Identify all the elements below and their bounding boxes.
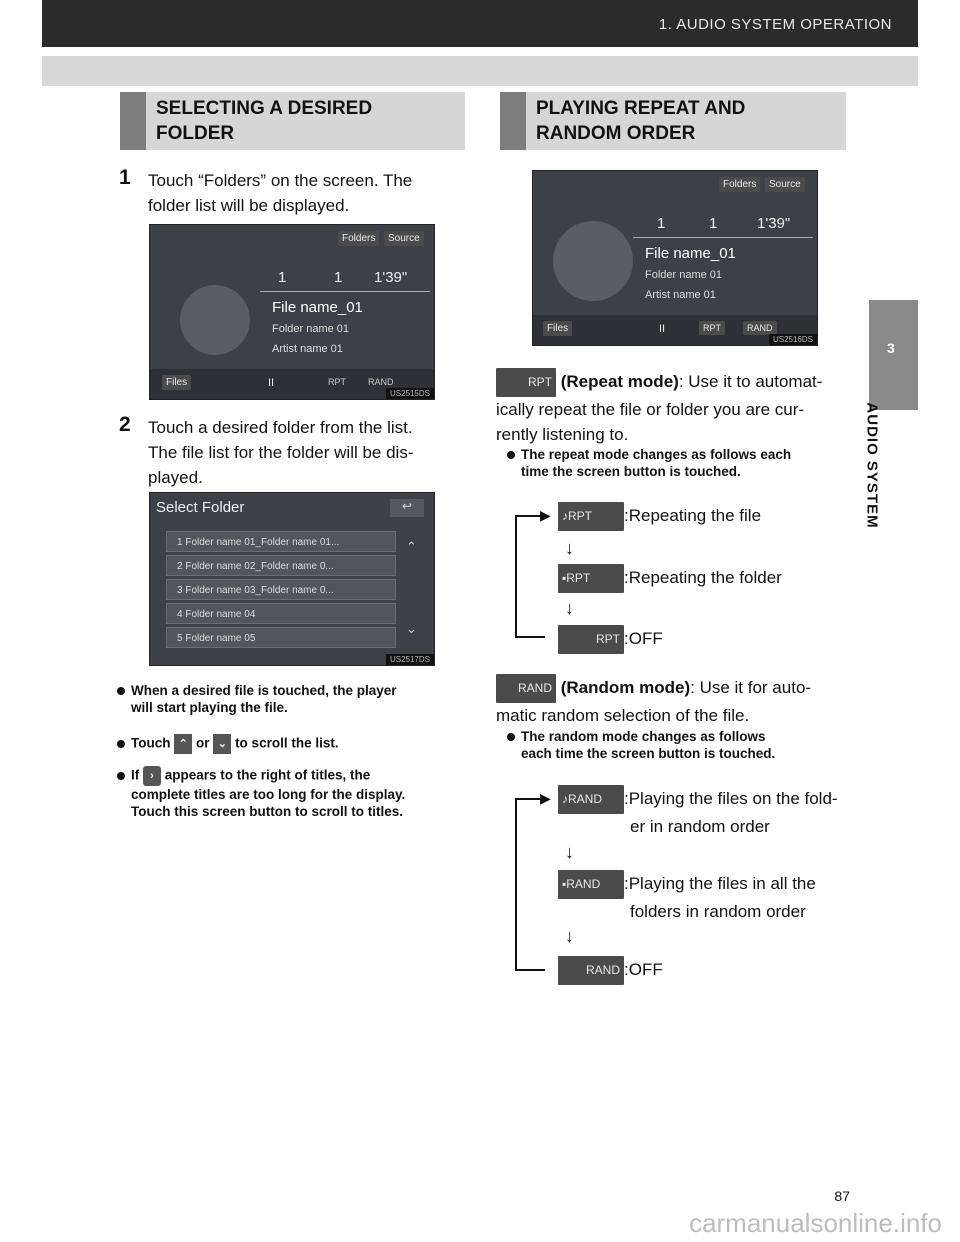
bullet-icon — [117, 687, 125, 695]
folders-button[interactable]: Folders — [338, 231, 379, 246]
note-2: Touch ⌃ or ⌄ to scroll the list. — [117, 734, 477, 754]
screen-id: US2515DS — [386, 388, 434, 399]
bullet-icon — [117, 740, 125, 748]
rand-button[interactable]: RAND — [368, 377, 394, 387]
source-button[interactable]: Source — [765, 177, 805, 192]
screen-id-2: US2517DS — [386, 654, 434, 665]
disc-icon — [553, 221, 633, 301]
chapter-label-wrap — [863, 385, 911, 555]
repeat-flow-3: RPT :OFF — [558, 625, 663, 654]
step-1-number: 1 — [119, 166, 131, 189]
folder-number: 1 — [334, 269, 343, 286]
folder-row-4[interactable]: 4 Folder name 04 — [166, 603, 396, 624]
watermark: carmanualsonline.info — [689, 1208, 942, 1238]
pause-button[interactable]: II — [268, 377, 275, 389]
track-number: 1 — [278, 269, 287, 286]
rand-button[interactable]: RAND — [743, 321, 777, 335]
folder-row-5[interactable]: 5 Folder name 05 — [166, 627, 396, 648]
step-1-line2: folder list will be displayed. — [148, 196, 350, 215]
repeat-flow-1: ♪RPT :Repeating the file — [558, 502, 761, 531]
play-time: 1'39" — [374, 269, 408, 286]
left-heading-line2: FOLDER — [156, 123, 235, 144]
artist-name: Artist name 01 — [272, 343, 343, 355]
rpt-button[interactable]: RPT — [699, 321, 725, 335]
folder-row-3[interactable]: 3 Folder name 03_Folder name 0... — [166, 579, 396, 600]
random-mode-title: (Random mode) — [560, 677, 691, 697]
play-time: 1'39" — [757, 215, 791, 232]
step-2-line1: Touch a desired folder from the list. — [148, 418, 413, 437]
random-note: The random mode changes as follows each time the screen button is touched. — [507, 728, 857, 762]
arrow-right-icon: ▶ — [540, 790, 551, 806]
random-flow-2: ▪RAND :Playing the files in all the folders in random order — [558, 870, 858, 924]
folder-row-2[interactable]: 2 Folder name 02_Folder name 0... — [166, 555, 396, 576]
step-2-number: 2 — [119, 413, 131, 436]
rpt-button-icon: RPT — [496, 368, 556, 397]
step-2-line3: played. — [148, 468, 203, 487]
repeat-mode-text: RPT (Repeat mode): Use it to automat- ically repeat the file or folder you are cur- rently listening to. — [496, 368, 856, 447]
random-all-icon: ▪RAND — [558, 870, 624, 899]
disc-icon — [180, 285, 250, 355]
repeat-folder-icon: ▪RPT — [558, 564, 624, 593]
flow-line — [515, 798, 517, 970]
back-button[interactable]: ↩ — [390, 499, 424, 517]
rand-button-icon: RAND — [496, 674, 556, 703]
step-1-line1: Touch “Folders” on the screen. The — [148, 171, 413, 190]
scroll-title-icon: › — [143, 766, 161, 786]
screen-id: US2516DS — [769, 334, 817, 345]
flow-line — [515, 515, 517, 637]
flow-line — [515, 969, 545, 971]
divider — [260, 291, 430, 292]
random-mode-text: RAND (Random mode): Use it for auto- matic random selection of the file. — [496, 674, 856, 728]
arrow-down-icon: ↓ — [565, 926, 574, 946]
page-number: 87 — [834, 1188, 850, 1204]
repeat-off-icon: RPT — [558, 625, 624, 654]
left-heading — [120, 92, 465, 150]
bullet-icon — [117, 772, 125, 780]
bullet-icon — [507, 451, 515, 459]
heading-marker — [120, 92, 146, 150]
audio-screen-1 — [149, 224, 435, 400]
random-folder-icon: ♪RAND — [558, 785, 624, 814]
select-folder-title: Select Folder — [156, 499, 245, 516]
chapter-number: 3 — [887, 340, 895, 356]
arrow-down-icon: ↓ — [565, 598, 574, 618]
file-name: File name_01 — [272, 299, 363, 316]
source-button[interactable]: Source — [384, 231, 424, 246]
folder-number: 1 — [709, 215, 718, 232]
note-1-line1: When a desired file is touched, the player — [131, 683, 397, 698]
left-heading-line1: SELECTING A DESIRED — [156, 98, 373, 119]
scroll-up-icon[interactable]: ⌃ — [406, 539, 417, 554]
artist-name: Artist name 01 — [645, 289, 716, 301]
divider — [633, 237, 813, 238]
pause-button[interactable]: II — [659, 323, 666, 335]
repeat-note: The repeat mode changes as follows each time the screen button is touched. — [507, 446, 857, 480]
step-2-line2: The file list for the folder will be dis- — [148, 443, 414, 462]
random-off-icon: RAND — [558, 956, 624, 985]
scroll-down-button-icon: ⌄ — [213, 734, 231, 754]
rpt-button[interactable]: RPT — [328, 377, 346, 387]
folders-button[interactable]: Folders — [719, 177, 760, 192]
right-heading-line2: RANDOM ORDER — [536, 123, 696, 144]
note-1 — [117, 682, 477, 716]
repeat-mode-title: (Repeat mode) — [560, 371, 679, 391]
arrow-right-icon: ▶ — [540, 507, 551, 523]
note-3: If › appears to the right of titles, the complete titles are too long for the display. Touch this screen button to scroll to titles. — [117, 766, 477, 820]
folder-row-1[interactable]: 1 Folder name 01_Folder name 01... — [166, 531, 396, 552]
repeat-file-icon: ♪RPT — [558, 502, 624, 531]
bullet-icon — [507, 733, 515, 741]
folder-name: Folder name 01 — [272, 323, 350, 335]
arrow-down-icon: ↓ — [565, 842, 574, 862]
audio-screen-2 — [532, 170, 818, 346]
random-flow-1: ♪RAND :Playing the files on the fold- er in random order — [558, 785, 858, 839]
scroll-down-icon[interactable]: ⌄ — [406, 621, 417, 636]
header-band — [42, 56, 918, 86]
chapter-label: AUDIO SYSTEM — [863, 402, 881, 529]
random-flow-3: RAND :OFF — [558, 956, 663, 985]
step-2-text — [148, 415, 473, 490]
section-title: 1. AUDIO SYSTEM OPERATION — [658, 16, 892, 33]
files-button[interactable]: Files — [162, 375, 191, 390]
heading-marker — [500, 92, 526, 150]
note-1-line2: will start playing the file. — [131, 700, 288, 715]
file-name: File name_01 — [645, 245, 736, 262]
select-folder-screen — [149, 492, 435, 666]
arrow-down-icon: ↓ — [565, 538, 574, 558]
files-button[interactable]: Files — [543, 321, 572, 336]
scroll-up-button-icon: ⌃ — [174, 734, 192, 754]
flow-line — [515, 636, 545, 638]
step-1-text — [148, 168, 468, 218]
repeat-flow-2: ▪RPT :Repeating the folder — [558, 564, 782, 593]
track-number: 1 — [657, 215, 666, 232]
right-heading — [500, 92, 846, 150]
folder-name: Folder name 01 — [645, 269, 723, 281]
right-heading-line1: PLAYING REPEAT AND — [536, 98, 746, 119]
